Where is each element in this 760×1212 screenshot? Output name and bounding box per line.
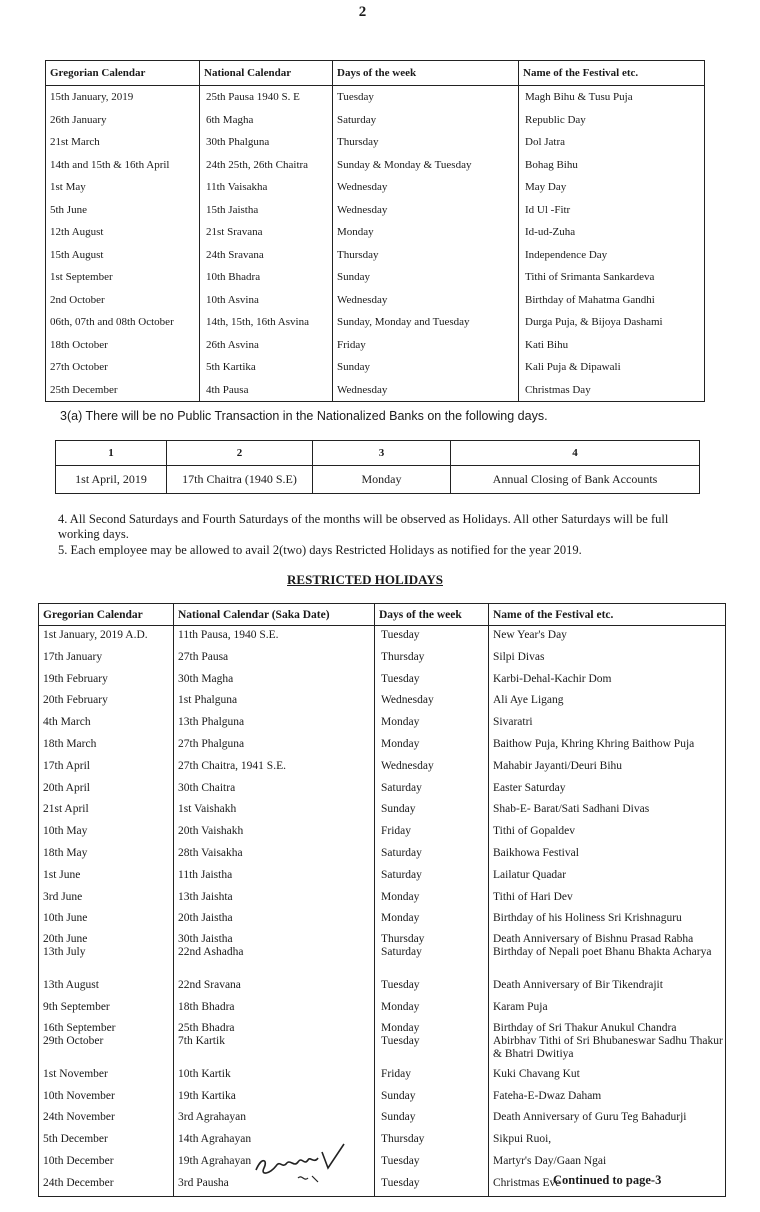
cell-national: 19th Kartika — [174, 1087, 375, 1109]
table-row — [39, 779, 726, 801]
cell-day: Monday — [313, 466, 451, 494]
cell-national: 11th Jaistha — [174, 866, 375, 888]
cell-national: 27th Phalguna — [174, 735, 375, 757]
cell-gregorian: 1st November — [39, 1065, 174, 1087]
cell-festival: Silpi Divas — [489, 648, 726, 670]
table-row — [46, 221, 705, 244]
cell-day: Saturday — [375, 946, 489, 976]
cell-national: 11th Vaisakha — [200, 176, 333, 199]
bank-closing-table — [55, 440, 700, 494]
table-row — [39, 1065, 726, 1087]
cell-festival: Baithow Puja, Khring Khring Baithow Puja — [489, 735, 726, 757]
cell-day: Monday — [375, 888, 489, 910]
cell-gregorian: 18th May — [39, 844, 174, 866]
col-1: 1 — [56, 441, 167, 466]
table-row — [46, 109, 705, 132]
table-row — [39, 691, 726, 713]
cell-festival: Birthday of Mahatma Gandhi — [519, 289, 705, 312]
table-row — [39, 735, 726, 757]
cell-day: Tuesday — [375, 1174, 489, 1196]
continued-note: Continued to page-3 — [553, 1173, 662, 1187]
cell-national: 14th Agrahayan — [174, 1130, 375, 1152]
cell-gregorian: 18th October — [46, 334, 200, 357]
cell-national: 26th Asvina — [200, 334, 333, 357]
cell-day: Friday — [375, 822, 489, 844]
table-row — [46, 311, 705, 334]
table-row — [46, 356, 705, 379]
cell-day: Sunday, Monday and Tuesday — [333, 311, 519, 334]
cell-national: 21st Sravana — [200, 221, 333, 244]
cell-day: Tuesday — [375, 1152, 489, 1174]
table-row — [39, 800, 726, 822]
table-row — [56, 466, 700, 494]
cell-festival: Death Anniversary of Bir Tikendrajit — [489, 976, 726, 998]
cell-day: Wednesday — [333, 289, 519, 312]
cell-day: Thursday — [333, 131, 519, 154]
cell-national: 20th Jaistha — [174, 909, 375, 931]
cell-day: Sunday — [333, 356, 519, 379]
cell-national: 13th Phalguna — [174, 713, 375, 735]
cell-day: Sunday — [375, 1087, 489, 1109]
cell-national: 10th Kartik — [174, 1065, 375, 1087]
cell-gregorian: 12th August — [46, 221, 200, 244]
table-row — [46, 379, 705, 402]
cell-festival: Christmas Day — [519, 379, 705, 402]
table-row — [46, 289, 705, 312]
cell-national: 30th Magha — [174, 670, 375, 692]
point-5-text: 5. Each employee may be allowed to avail 2(two) days Restricted Holidays as notified for the year 2019. — [58, 543, 582, 557]
table-row — [39, 1087, 726, 1109]
cell-day: Monday — [333, 221, 519, 244]
cell-day: Friday — [333, 334, 519, 357]
cell-national: 19th Agrahayan — [174, 1152, 375, 1174]
table-row — [39, 1130, 726, 1152]
cell-gregorian: 9th September — [39, 998, 174, 1020]
cell-national: 4th Pausa — [200, 379, 333, 402]
cell-national: 20th Vaishakh — [174, 822, 375, 844]
cell-gregorian: 1st September — [46, 266, 200, 289]
restricted-holidays-table — [38, 603, 726, 1197]
cell-day: Friday — [375, 1065, 489, 1087]
cell-festival: May Day — [519, 176, 705, 199]
cell-national: 1st Phalguna — [174, 691, 375, 713]
table-row — [39, 1108, 726, 1130]
cell-day: Wednesday — [375, 757, 489, 779]
cell-festival: Id-ud-Zuha — [519, 221, 705, 244]
cell-festival: Bohag Bihu — [519, 154, 705, 177]
cell-gregorian: 21st April — [39, 800, 174, 822]
public-holidays-table — [45, 60, 705, 402]
cell-gregorian: 20th February — [39, 691, 174, 713]
cell-festival: Magh Bihu & Tusu Puja — [519, 86, 705, 109]
cell-national: 25th Pausa 1940 S. E — [200, 86, 333, 109]
cell-national: 6th Magha — [200, 109, 333, 132]
cell-national: 3rd Pausha — [174, 1174, 375, 1196]
cell-gregorian: 29th October — [39, 1035, 174, 1065]
cell-festival: Martyr's Day/Gaan Ngai — [489, 1152, 726, 1174]
table-row — [39, 866, 726, 888]
table-row — [39, 713, 726, 735]
cell-gregorian: 19th February — [39, 670, 174, 692]
cell-gregorian: 2nd October — [46, 289, 200, 312]
cell-day: Monday — [375, 713, 489, 735]
restricted-holidays-title: RESTRICTED HOLIDAYS — [287, 572, 443, 587]
cell-festival: Kali Puja & Dipawali — [519, 356, 705, 379]
cell-festival: Id Ul -Fitr — [519, 199, 705, 222]
cell-national: 28th Vaisakha — [174, 844, 375, 866]
col-gregorian: Gregorian Calendar — [39, 604, 174, 626]
cell-gregorian: 10th December — [39, 1152, 174, 1174]
cell-national: 27th Chaitra, 1941 S.E. — [174, 757, 375, 779]
cell-gregorian: 17th January — [39, 648, 174, 670]
cell-festival: Birthday of Sri Thakur Anukul Chandra — [489, 1020, 726, 1035]
cell-gregorian: 13th July — [39, 946, 174, 976]
table-row — [39, 909, 726, 931]
cell-festival: Death Anniversary of Bishnu Prasad Rabha — [489, 931, 726, 946]
table-row — [39, 670, 726, 692]
cell-festival: Lailatur Quadar — [489, 866, 726, 888]
cell-gregorian: 1st May — [46, 176, 200, 199]
cell-festival: Baikhowa Festival — [489, 844, 726, 866]
cell-gregorian: 24th November — [39, 1108, 174, 1130]
cell-festival: Dol Jatra — [519, 131, 705, 154]
cell-festival: Abirbhav Tithi of Sri Bhubaneswar Sadhu Thakur & Bhatri Dwitiya — [489, 1035, 726, 1065]
cell-day: Sunday — [375, 800, 489, 822]
cell-day: Wednesday — [333, 176, 519, 199]
cell-festival: Mahabir Jayanti/Deuri Bihu — [489, 757, 726, 779]
table-row — [39, 626, 726, 648]
cell-gregorian: 27th October — [46, 356, 200, 379]
cell-gregorian: 24th December — [39, 1174, 174, 1196]
cell-national: 24th Sravana — [200, 244, 333, 267]
col-4: 4 — [451, 441, 700, 466]
cell-gregorian: 10th June — [39, 909, 174, 931]
cell-national: 17th Chaitra (1940 S.E) — [167, 466, 313, 494]
cell-festival: Death Anniversary of Guru Teg Bahadurji — [489, 1108, 726, 1130]
col-national: National Calendar — [200, 61, 333, 86]
cell-festival: Republic Day — [519, 109, 705, 132]
cell-day: Sunday — [375, 1108, 489, 1130]
cell-national: 3rd Agrahayan — [174, 1108, 375, 1130]
cell-national: 13th Jaishta — [174, 888, 375, 910]
table-row — [46, 176, 705, 199]
cell-festival: Christmas Eve — [489, 1174, 726, 1196]
cell-national: 10th Bhadra — [200, 266, 333, 289]
table-row — [39, 1020, 726, 1035]
cell-national: 30th Jaistha — [174, 931, 375, 946]
cell-day: Thursday — [333, 244, 519, 267]
cell-day: Wednesday — [375, 691, 489, 713]
table-row — [46, 86, 705, 109]
cell-day: Monday — [375, 735, 489, 757]
cell-gregorian: 4th March — [39, 713, 174, 735]
cell-festival: Durga Puja, & Bijoya Dashami — [519, 311, 705, 334]
table-row — [39, 648, 726, 670]
cell-day: Thursday — [375, 648, 489, 670]
table-row — [46, 244, 705, 267]
cell-gregorian: 16th September — [39, 1020, 174, 1035]
cell-national: 11th Pausa, 1940 S.E. — [174, 626, 375, 648]
cell-festival: Shab-E- Barat/Sati Sadhani Divas — [489, 800, 726, 822]
col-festival: Name of the Festival etc. — [519, 61, 705, 86]
cell-day: Wednesday — [333, 379, 519, 402]
table-row — [39, 1152, 726, 1174]
col-3: 3 — [313, 441, 451, 466]
cell-national: 27th Pausa — [174, 648, 375, 670]
table-row — [39, 1035, 726, 1065]
cell-national: 10th Asvina — [200, 289, 333, 312]
table-row — [46, 131, 705, 154]
cell-festival: Fateha-E-Dwaz Daham — [489, 1087, 726, 1109]
table-row — [46, 154, 705, 177]
col-2: 2 — [167, 441, 313, 466]
cell-festival: Independence Day — [519, 244, 705, 267]
cell-festival: Sikpui Ruoi, — [489, 1130, 726, 1152]
table-row — [39, 888, 726, 910]
table-header-row — [56, 441, 700, 466]
cell-festival: Kati Bihu — [519, 334, 705, 357]
cell-festival: Kuki Chavang Kut — [489, 1065, 726, 1087]
cell-festival: Tithi of Gopaldev — [489, 822, 726, 844]
point-4-text: 4. All Second Saturdays and Fourth Saturdays of the months will be observed as Holidays. All other Saturdays will be full working days. — [58, 512, 669, 541]
cell-day: Sunday — [333, 266, 519, 289]
cell-description: Annual Closing of Bank Accounts — [451, 466, 700, 494]
table-row — [46, 199, 705, 222]
cell-gregorian: 20th April — [39, 779, 174, 801]
cell-festival: Tithi of Hari Dev — [489, 888, 726, 910]
cell-day: Saturday — [375, 779, 489, 801]
table-row — [39, 976, 726, 998]
cell-day: Tuesday — [375, 1035, 489, 1065]
cell-national: 25th Bhadra — [174, 1020, 375, 1035]
table-row — [39, 844, 726, 866]
table-row — [46, 266, 705, 289]
cell-gregorian: 1st January, 2019 A.D. — [39, 626, 174, 648]
cell-gregorian: 06th, 07th and 08th October — [46, 311, 200, 334]
cell-gregorian: 17th April — [39, 757, 174, 779]
cell-festival: New Year's Day — [489, 626, 726, 648]
col-festival: Name of the Festival etc. — [489, 604, 726, 626]
cell-day: Saturday — [375, 844, 489, 866]
cell-national: 5th Kartika — [200, 356, 333, 379]
cell-day: Saturday — [375, 866, 489, 888]
cell-day: Thursday — [375, 931, 489, 946]
table-header-row — [39, 604, 726, 626]
cell-day: Tuesday — [375, 626, 489, 648]
cell-day: Saturday — [333, 109, 519, 132]
cell-gregorian: 3rd June — [39, 888, 174, 910]
cell-gregorian: 10th November — [39, 1087, 174, 1109]
table-row — [46, 334, 705, 357]
cell-day: Sunday & Monday & Tuesday — [333, 154, 519, 177]
cell-day: Monday — [375, 998, 489, 1020]
cell-national: 22nd Sravana — [174, 976, 375, 998]
cell-national: 14th, 15th, 16th Asvina — [200, 311, 333, 334]
cell-festival: Ali Aye Ligang — [489, 691, 726, 713]
cell-national: 22nd Ashadha — [174, 946, 375, 976]
cell-gregorian: 18th March — [39, 735, 174, 757]
cell-national: 24th 25th, 26th Chaitra — [200, 154, 333, 177]
cell-gregorian: 5th June — [46, 199, 200, 222]
table-row — [39, 946, 726, 976]
cell-day: Tuesday — [333, 86, 519, 109]
cell-festival: Sivaratri — [489, 713, 726, 735]
cell-gregorian: 14th and 15th & 16th April — [46, 154, 200, 177]
section-3a-note: 3(a) There will be no Public Transaction in the Nationalized Banks on the following days. — [60, 409, 548, 423]
cell-festival: Easter Saturday — [489, 779, 726, 801]
table-row — [39, 998, 726, 1020]
cell-gregorian: 25th December — [46, 379, 200, 402]
cell-national: 15th Jaistha — [200, 199, 333, 222]
cell-day: Monday — [375, 1020, 489, 1035]
col-days: Days of the week — [375, 604, 489, 626]
cell-festival: Birthday of his Holiness Sri Krishnaguru — [489, 909, 726, 931]
cell-gregorian: 15th August — [46, 244, 200, 267]
col-gregorian: Gregorian Calendar — [46, 61, 200, 86]
cell-gregorian: 1st June — [39, 866, 174, 888]
cell-festival: Karbi-Dehal-Kachir Dom — [489, 670, 726, 692]
cell-festival: Tithi of Srimanta Sankardeva — [519, 266, 705, 289]
col-days: Days of the week — [333, 61, 519, 86]
cell-day: Monday — [375, 909, 489, 931]
cell-day: Tuesday — [375, 670, 489, 692]
cell-national: 7th Kartik — [174, 1035, 375, 1065]
cell-day: Wednesday — [333, 199, 519, 222]
signature — [248, 1138, 358, 1188]
cell-national: 30th Phalguna — [200, 131, 333, 154]
page-number: 2 — [358, 4, 367, 20]
cell-gregorian: 20th June — [39, 931, 174, 946]
table-row — [39, 822, 726, 844]
cell-gregorian: 10th May — [39, 822, 174, 844]
cell-national: 30th Chaitra — [174, 779, 375, 801]
table-row — [39, 931, 726, 946]
cell-national: 18th Bhadra — [174, 998, 375, 1020]
cell-day: Thursday — [375, 1130, 489, 1152]
cell-national: 1st Vaishakh — [174, 800, 375, 822]
cell-gregorian: 15th January, 2019 — [46, 86, 200, 109]
col-national: National Calendar (Saka Date) — [174, 604, 375, 626]
cell-festival: Birthday of Nepali poet Bhanu Bhakta Acharya — [489, 946, 726, 976]
cell-festival: Karam Puja — [489, 998, 726, 1020]
cell-gregorian: 13th August — [39, 976, 174, 998]
cell-gregorian: 5th December — [39, 1130, 174, 1152]
table-row — [39, 757, 726, 779]
cell-gregorian: 1st April, 2019 — [56, 466, 167, 494]
table-header-row — [46, 61, 705, 86]
cell-gregorian: 26th January — [46, 109, 200, 132]
cell-gregorian: 21st March — [46, 131, 200, 154]
cell-day: Tuesday — [375, 976, 489, 998]
